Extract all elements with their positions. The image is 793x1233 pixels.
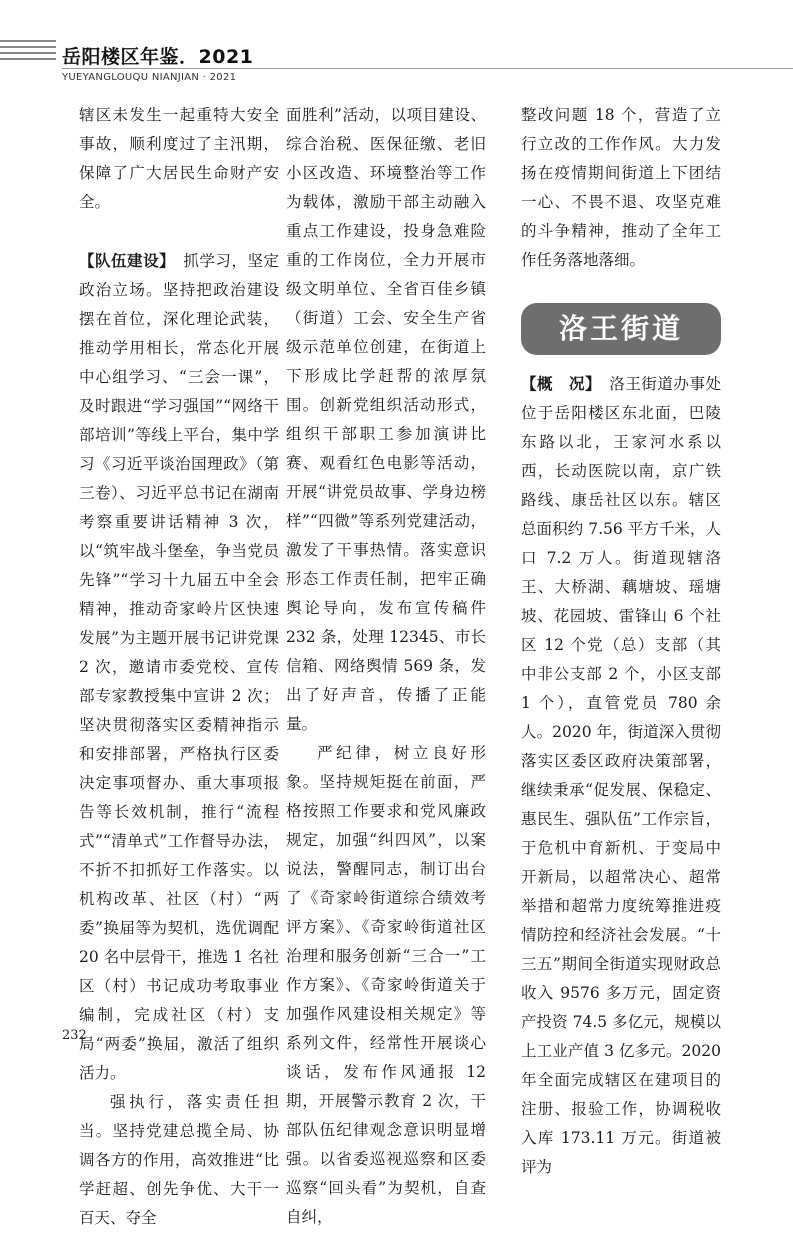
column-2 bbox=[286, 101, 486, 1232]
header-stripes-decoration bbox=[0, 40, 56, 64]
section-tag: 【概 况】 bbox=[521, 374, 594, 393]
page-number: 232 bbox=[62, 1028, 87, 1043]
paragraph: 辖区未发生一起重特大安全事故，顺利度过了主汛期，保障了广大居民生命财产安全。 bbox=[79, 106, 279, 211]
paragraph: 强执行，落实责任担当。坚持党建总揽全局、协调各方的作用，高效推进“比学赶超、创先争优、大干一百天、夺全 bbox=[79, 1093, 279, 1227]
section-tag: 【队伍建设】 bbox=[79, 251, 168, 270]
paragraph-text: 洛王街道办事处位于岳阳楼区东北面，巴陵东路以北，王家河水系以西，长动医院以南，京广铁路线、康岳社区以东。辖区总面积约 7.56 平方千米，人口 7.2 万人。街道现辖洛王、大桥湖、藕塘坡、瑶塘坡、花园坡、雷锋山 6 个社区 12 个党（总）支部（其中非公支部 2 个，小区支部 1 个），直管党员 780 余人。2020 年，街道深入贯彻落实区委区政府决策部署，继续秉承“促发展、保稳定、惠民生、强队伍”工作宗旨，于危机中育新机、于变局中开新局，以超常决心、超常举措和超常力度统筹推进疫情防控和经济社会发展。“十三五”期间全街道实现财政总收入 9576 多万元，固定资产投资 74.5 多亿元，规模以上工业产值 3 亿多元。2020 年全面完成辖区在建项目的注册、报验工作，协调税收入库 173.11 万元。街道被评为 bbox=[521, 375, 721, 1176]
yearbook-subtitle: YUEYANGLOUQU NIANJIAN · 2021 bbox=[62, 72, 237, 83]
paragraph-text: 抓学习，坚定政治立场。坚持把政治建设摆在首位，深化理论武装，推动学用相长，常态化开展中心组学习、“三会一课”，及时跟进“学习强国”“网络干部培训”等线上平台，集中学习《习近平谈治国理政》（第三卷）、习近平总书记在湖南考察重要讲话精神 3 次，以“筑牢战斗堡垒，争当党员先锋”“学习十九届五中全会精神，推动奇家岭片区快速发展”为主题开展书记讲党课 2 次，邀请市委党校、宣传部专家教授集中宣讲 2 次；坚决贯彻落实区委精神指示和安排部署，严格执行区委决定事项督办、重大事项报告等长效机制，推行“流程式”“清单式”工作督导办法，不折不扣抓好工作落实。以机构改革、社区（村）“两委”换届等为契机，选优调配 20 名中层骨干，推选 1 名社区（村）书记成功考取事业编制，完成社区（村）支局“两委”换届，激活了组织活力。 bbox=[79, 252, 279, 1082]
column-3 bbox=[521, 101, 721, 1182]
paragraph: 严纪律，树立良好形象。坚持规矩挺在前面，严格按照工作要求和党风廉政规定，加强“纠四风”，以案说法，警醒同志，制订出台了《奇家岭街道综合绩效考评方案》、《奇家岭街道社区治理和服务创新“三合一”工作方案》、《奇家岭街道关于加强作风建设相关规定》等系列文件，经常性开展谈心谈话，发布作风通报 12 期，开展警示教育 2 次，干部队伍纪律观念意识明显增强。以省委巡视巡察和区委巡察“回头看”为契机，自查自纠， bbox=[286, 744, 486, 1226]
paragraph: 整改问题 18 个，营造了立行立改的工作作风。大力发扬在疫情期间街道上下团结一心、不畏不退、攻坚克难的斗争精神，推动了全年工作任务落地落细。 bbox=[521, 106, 721, 269]
paragraph-team-building bbox=[79, 246, 279, 1088]
page-header bbox=[0, 0, 793, 100]
section-heading-luowang-street: 洛王街道 bbox=[521, 303, 721, 355]
yearbook-title: 岳阳楼区年鉴．2021 bbox=[62, 46, 254, 68]
header-rule bbox=[62, 68, 793, 69]
paragraph: 面胜利”活动，以项目建设、综合治税、医保征缴、老旧小区改造、环境整治等工作为载体，激励干部主动融入重点工作建设，投身急难险重的工作岗位，全力开展市级文明单位、全省百佳乡镇（街道）工会、安全生产省级示范单位创建，在街道上下形成比学赶帮的浓厚氛围。创新党组织活动形式，组织干部职工参加演讲比赛、观看红色电影等活动，开展“讲党员故事、学身边榜样”“四微”等系列党建活动，激发了干事热情。落实意识形态工作责任制，把牢正确舆论导向，发布宣传稿件 232 条，处理 12345、市长信箱、网络舆情 569 条，发出了好声音，传播了正能量。 bbox=[286, 106, 486, 733]
paragraph-overview bbox=[521, 369, 721, 1182]
column-1 bbox=[79, 101, 279, 1233]
